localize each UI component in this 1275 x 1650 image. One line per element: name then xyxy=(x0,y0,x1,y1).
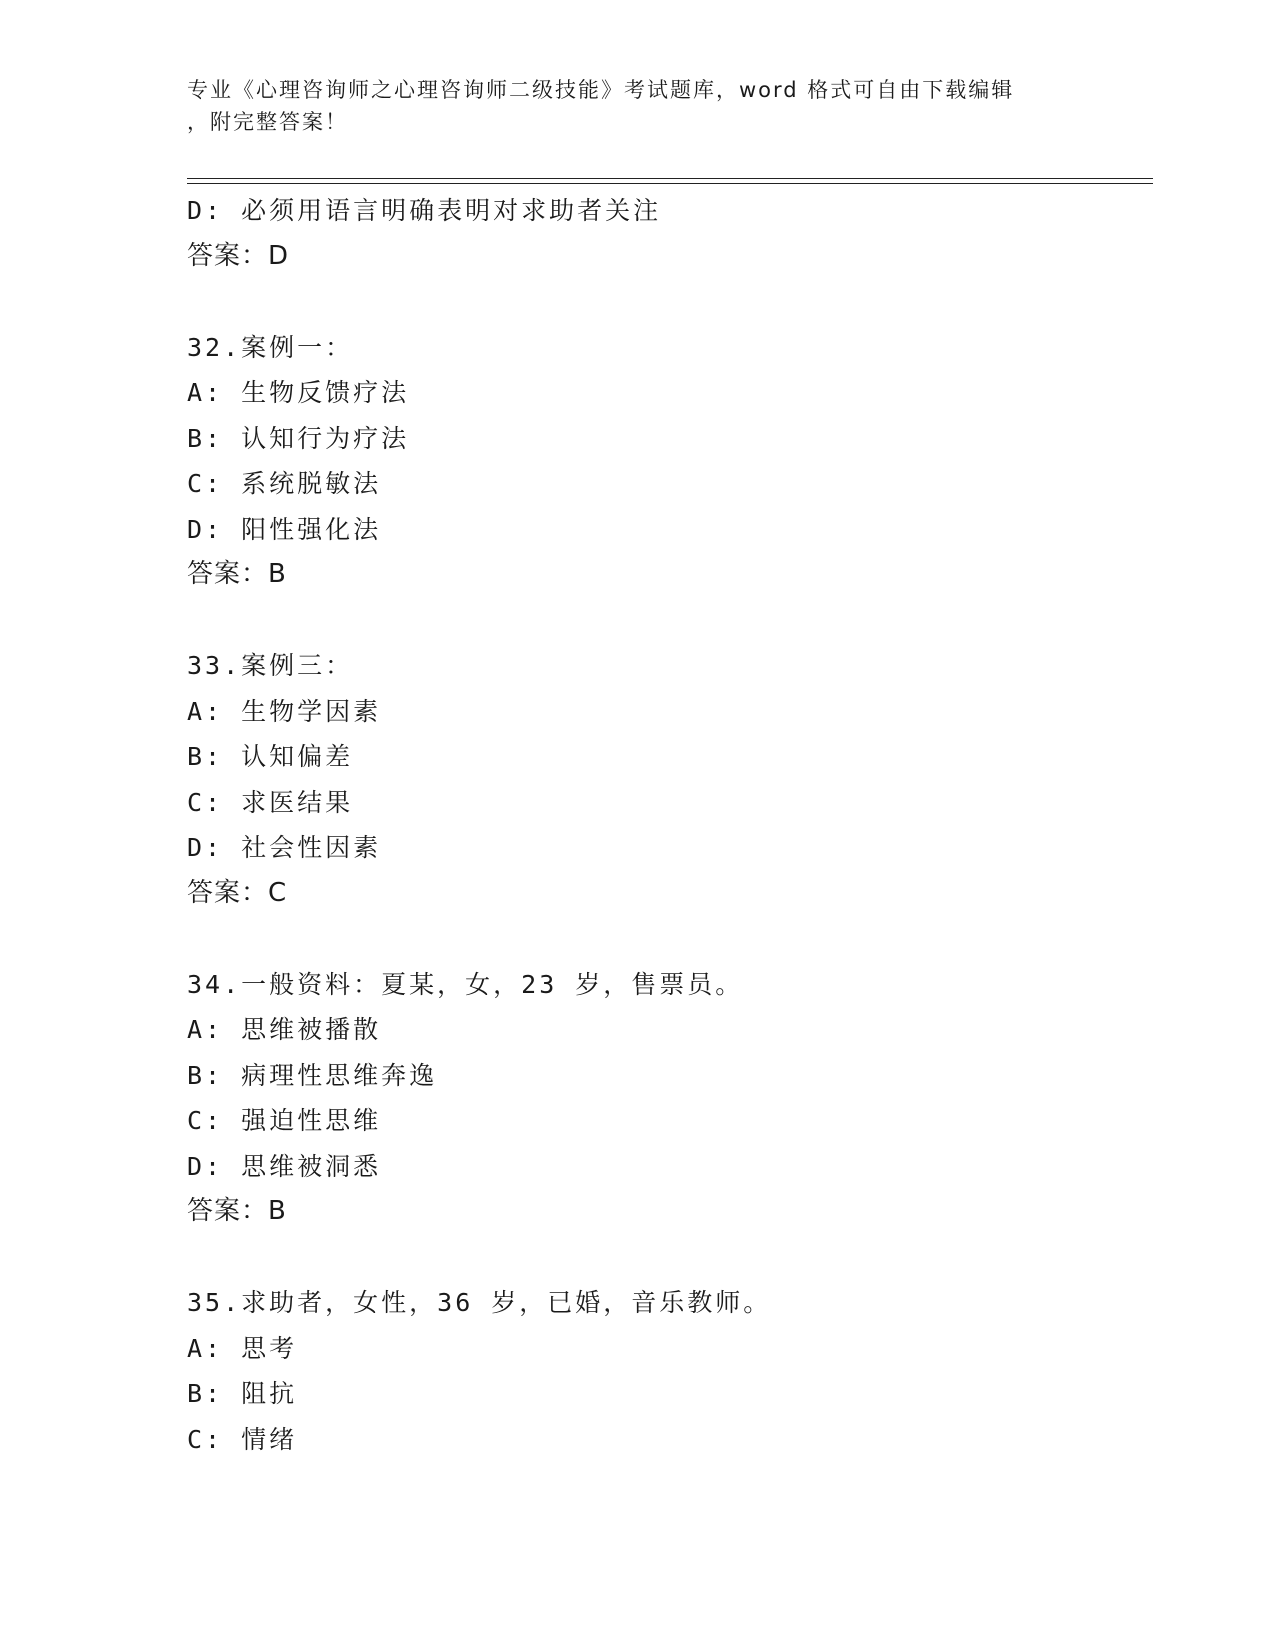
question-stem: 33.案例三： xyxy=(187,651,354,680)
header-line-2: ，附完整答案！ xyxy=(187,110,348,134)
question-block-32 xyxy=(187,325,1147,598)
option-a: A: 思考 xyxy=(187,1333,298,1363)
question-stem: 32.案例一： xyxy=(187,332,354,362)
option-b: B: 认知行为疗法 xyxy=(187,423,410,453)
question-block-35 xyxy=(187,1280,1147,1462)
answer-line: 答案：D xyxy=(187,240,290,271)
option-a: A: 生物反馈疗法 xyxy=(187,378,410,407)
option-c: C: 系统脱敏法 xyxy=(187,469,382,498)
option-b: B: 阻抗 xyxy=(187,1379,298,1408)
question-block-34 xyxy=(187,962,1147,1235)
question-stem: 34.一般资料：夏某，女，23 岁，售票员。 xyxy=(187,969,744,999)
option-d: D: 思维被洞悉 xyxy=(187,1151,382,1181)
option-d: D: 阳性强化法 xyxy=(187,514,382,544)
answer-line: 答案：B xyxy=(187,1196,287,1226)
answer-line: 答案：B xyxy=(187,559,287,589)
option-c: C: 求医结果 xyxy=(187,787,354,817)
option-d: D: 必须用语言明确表明对求助者关注 xyxy=(187,196,662,225)
option-a: A: 思维被播散 xyxy=(187,1015,382,1044)
question-stem: 35.求助者，女性，36 岁，已婚，音乐教师。 xyxy=(187,1288,772,1317)
option-c: C: 强迫性思维 xyxy=(187,1106,382,1135)
option-b: B: 病理性思维奔逸 xyxy=(187,1060,438,1090)
answer-line: 答案：C xyxy=(187,877,288,908)
option-b: B: 认知偏差 xyxy=(187,742,354,771)
header-divider-top xyxy=(187,178,1153,179)
header-line-1: 专业《心理咨询师之心理咨询师二级技能》考试题库，word 格式可自由下载编辑 xyxy=(187,78,1015,102)
question-list xyxy=(187,188,1147,1462)
question-block-33 xyxy=(187,643,1147,916)
document-header xyxy=(187,74,1087,138)
header-divider-bottom xyxy=(187,183,1153,184)
option-d: D: 社会性因素 xyxy=(187,833,382,862)
option-a: A: 生物学因素 xyxy=(187,696,382,726)
option-c: C: 情绪 xyxy=(187,1424,298,1454)
